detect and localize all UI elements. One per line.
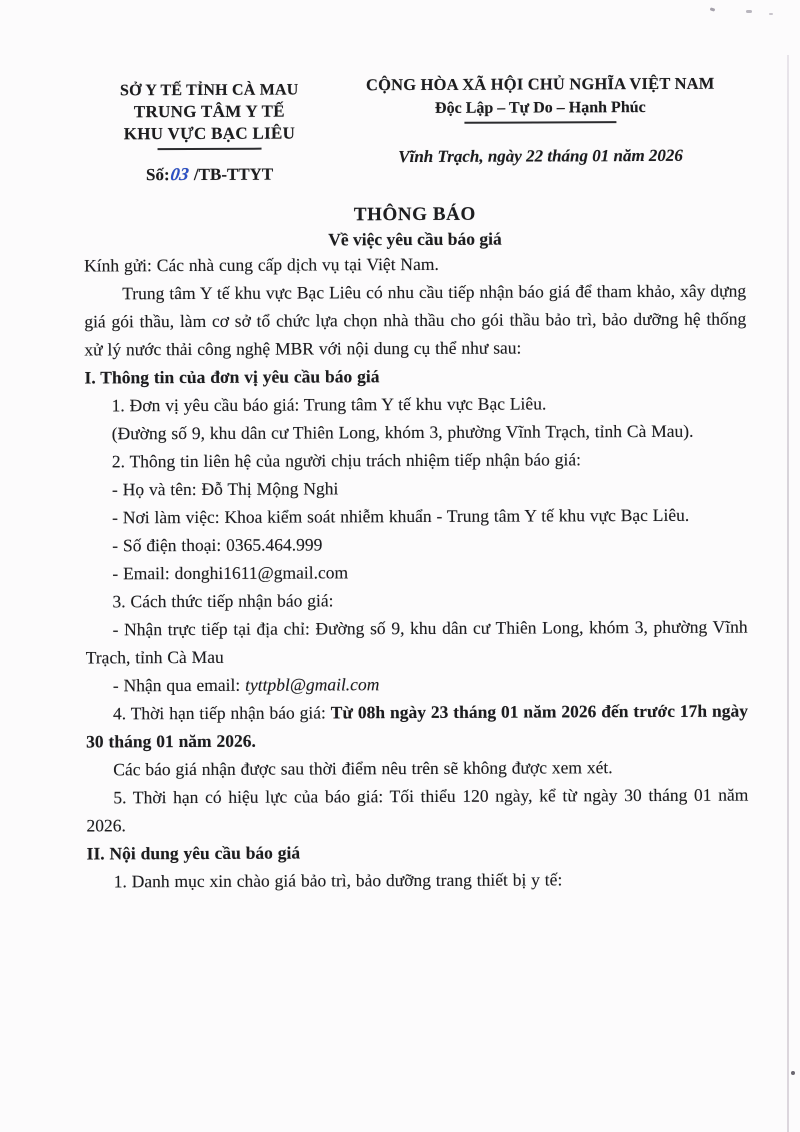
parent-agency-name: SỞ Y TẾ TỈNH CÀ MAU xyxy=(119,81,299,100)
contact-name-line: - Họ và tên: Đỗ Thị Mộng Nghi xyxy=(111,478,339,500)
scan-speck xyxy=(769,13,773,15)
receive-email-address: tyttpbl@gmail.com xyxy=(245,674,380,695)
document-number-suffix: /TB-TTYT xyxy=(193,164,274,184)
document-header xyxy=(83,73,745,186)
document-number-handwritten: 03 xyxy=(169,163,191,185)
agency-name-line1: TRUNG TÂM Y TẾ xyxy=(133,101,285,122)
document-subtitle: Về việc yêu cầu báo giá xyxy=(328,228,502,250)
document-number-line xyxy=(84,163,336,185)
document-title-block xyxy=(84,203,746,252)
receive-direct-line: - Nhận trực tiếp tại địa chỉ: Đường số 9, khu dân cư Thiên Long, khóm 3, phường Vĩnh Trạch, tỉnh Cà Mau xyxy=(85,616,748,668)
section-1-heading: I. Thông tin của đơn vị yêu cầu báo giá xyxy=(84,366,380,388)
issuing-agency-block xyxy=(83,74,335,185)
intro-paragraph: Trung tâm Y tế khu vực Bạc Liêu có nhu cầu tiếp nhận báo giá để tham khảo, xây dựng giá gói thầu, làm cơ sở tổ chức lựa chọn nhà thầu cho gói thầu bảo trì, bảo dưỡng hệ thống xử lý nước thải công nghệ MBR với nội dung cụ thể như sau: xyxy=(84,280,747,360)
document-title: THÔNG BÁO xyxy=(353,203,476,226)
deadline-value: Từ 08h ngày 23 tháng 01 năm 2026 đến trước 17h ngày 30 tháng 01 năm 2026. xyxy=(86,700,749,752)
section-1-item-5: 5. Thời hạn có hiệu lực của báo giá: Tối thiểu 120 ngày, kể từ ngày 30 tháng 01 năm 2026. xyxy=(86,784,749,836)
contact-email-line: - Email: donghi1611@gmail.com xyxy=(112,562,349,584)
scan-edge-line xyxy=(787,55,789,1132)
document-content xyxy=(83,73,749,896)
deadline-label: 4. Thời hạn tiếp nhận báo giá: xyxy=(112,702,331,724)
late-quote-note: Các báo giá nhận được sau thời điểm nêu trên sẽ không được xem xét. xyxy=(113,757,613,780)
receive-email-line xyxy=(86,669,748,700)
section-2-item-1: 1. Danh mục xin chào giá bảo trì, bảo dưỡng trang thiết bị y tế: xyxy=(113,869,563,892)
motto-underline xyxy=(464,121,616,124)
section-1-item-2: 2. Thông tin liên hệ của người chịu trách nhiệm tiếp nhận báo giá: xyxy=(111,449,582,472)
national-title: CỘNG HÒA XÃ HỘI CHỦ NGHĨA VIỆT NAM xyxy=(365,73,715,95)
document-number-prefix: Số: xyxy=(145,165,170,185)
section-1-item-3: 3. Cách thức tiếp nhận báo giá: xyxy=(112,590,334,612)
contact-workplace-line: - Nơi làm việc: Khoa kiểm soát nhiễm khuẩn - Trung tâm Y tế khu vực Bạc Liêu. xyxy=(112,504,690,528)
receive-email-label: - Nhận qua email: xyxy=(112,674,246,696)
agency-underline xyxy=(158,148,262,150)
national-motto-block xyxy=(335,73,745,168)
scan-speck xyxy=(710,7,716,11)
scan-speck xyxy=(791,1071,795,1075)
agency-name-line2: KHU VỰC BẠC LIÊU xyxy=(123,123,296,144)
document-body xyxy=(84,249,749,896)
section-2-heading: II. Nội dung yêu cầu báo giá xyxy=(86,842,301,864)
salutation-line: Kính gửi: Các nhà cung cấp dịch vụ tại Việt Nam. xyxy=(83,253,439,276)
place-and-date: Vĩnh Trạch, ngày 22 tháng 01 năm 2026 xyxy=(398,145,683,167)
section-1-item-1: 1. Đơn vị yêu cầu báo giá: Trung tâm Y tế khu vực Bạc Liêu. xyxy=(111,393,547,416)
section-1-item-1-address: (Đường số 9, khu dân cư Thiên Long, khóm 3, phường Vĩnh Trạch, tỉnh Cà Mau). xyxy=(111,420,694,444)
section-1-item-4 xyxy=(86,697,748,756)
contact-phone-line: - Số điện thoại: 0365.464.999 xyxy=(112,534,323,556)
national-motto: Độc Lập – Tự Do – Hạnh Phúc xyxy=(434,98,646,117)
scan-speck xyxy=(746,10,752,13)
